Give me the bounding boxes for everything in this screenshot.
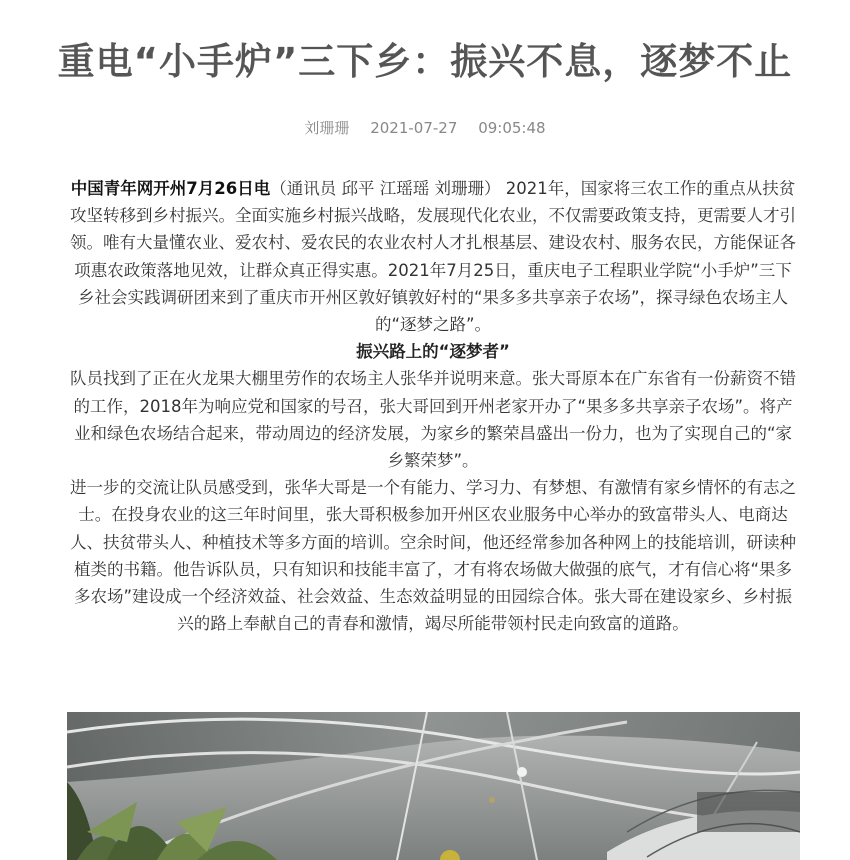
article-body [68, 175, 798, 637]
intro-text: （通讯员 邱平 江瑶瑶 刘珊珊） 2021年，国家将三农工作的重点从扶贫攻坚转移到乡村振兴。全面实施乡村振兴战略，发展现代化农业，不仅需要政策支持，更需要人才引领。唯有大量懂农业、爱农村、爱农民的农业农村人才扎根基层、建设农村、服务农民，方能保证各项惠农政策落地见效，让群众真正得实惠。2021年7月25日，重庆电子工程职业学院“小手炉”三下乡社会实践调研团来到了重庆市开州区敦好镇敦好村的“果多多共享亲子农场”，探寻绿色农场主人的“逐梦之路”。 [70, 179, 796, 335]
dateline: 中国青年网开州7月26日电 [70, 179, 271, 198]
body-paragraph: 进一步的交流让队员感受到，张华大哥是一个有能力、学习力、有梦想、有激情有家乡情怀的有志之士。在投身农业的这三年时间里，张大哥积极参加开州区农业服务中心举办的致富带头人、电商达人、扶贫带头人、种植技术等多方面的培训。空余时间，他还经常参加各种网上的技能培训，研读种植类的书籍。他告诉队员，只有知识和技能丰富了，才有将农场做大做强的底气，才有信心将“果多多农场”建设成一个经济效益、社会效益、生态效益明显的田园综合体。张大哥在建设家乡、乡村振兴的路上奉献自己的青春和激情，竭尽所能带领村民走向致富的道路。 [70, 478, 796, 634]
section-subheading: 振兴路上的“逐梦者” [356, 342, 510, 362]
publish-date: 2021-07-27 [370, 119, 458, 137]
greenhouse-photo-illustration [67, 712, 800, 860]
article-title: 重电“小手炉”三下乡：振兴不息，逐梦不止 [57, 40, 793, 83]
body-paragraph: 队员找到了正在火龙果大棚里劳作的农场主人张华并说明来意。张大哥原本在广东省有一份薪资不错的工作，2018年为响应党和国家的号召，张大哥回到开州老家开办了“果多多共享亲子农场”。将产业和绿色农场结合起来，带动周边的经济发展，为家乡的繁荣昌盛出一份力，也为了实现自己的“家乡繁荣梦”。 [70, 369, 796, 471]
publish-time: 09:05:48 [478, 119, 546, 137]
intro-paragraph [68, 175, 798, 338]
greenhouse-photo [67, 712, 800, 860]
article-meta [0, 117, 850, 139]
author-name: 刘珊珊 [304, 119, 350, 137]
